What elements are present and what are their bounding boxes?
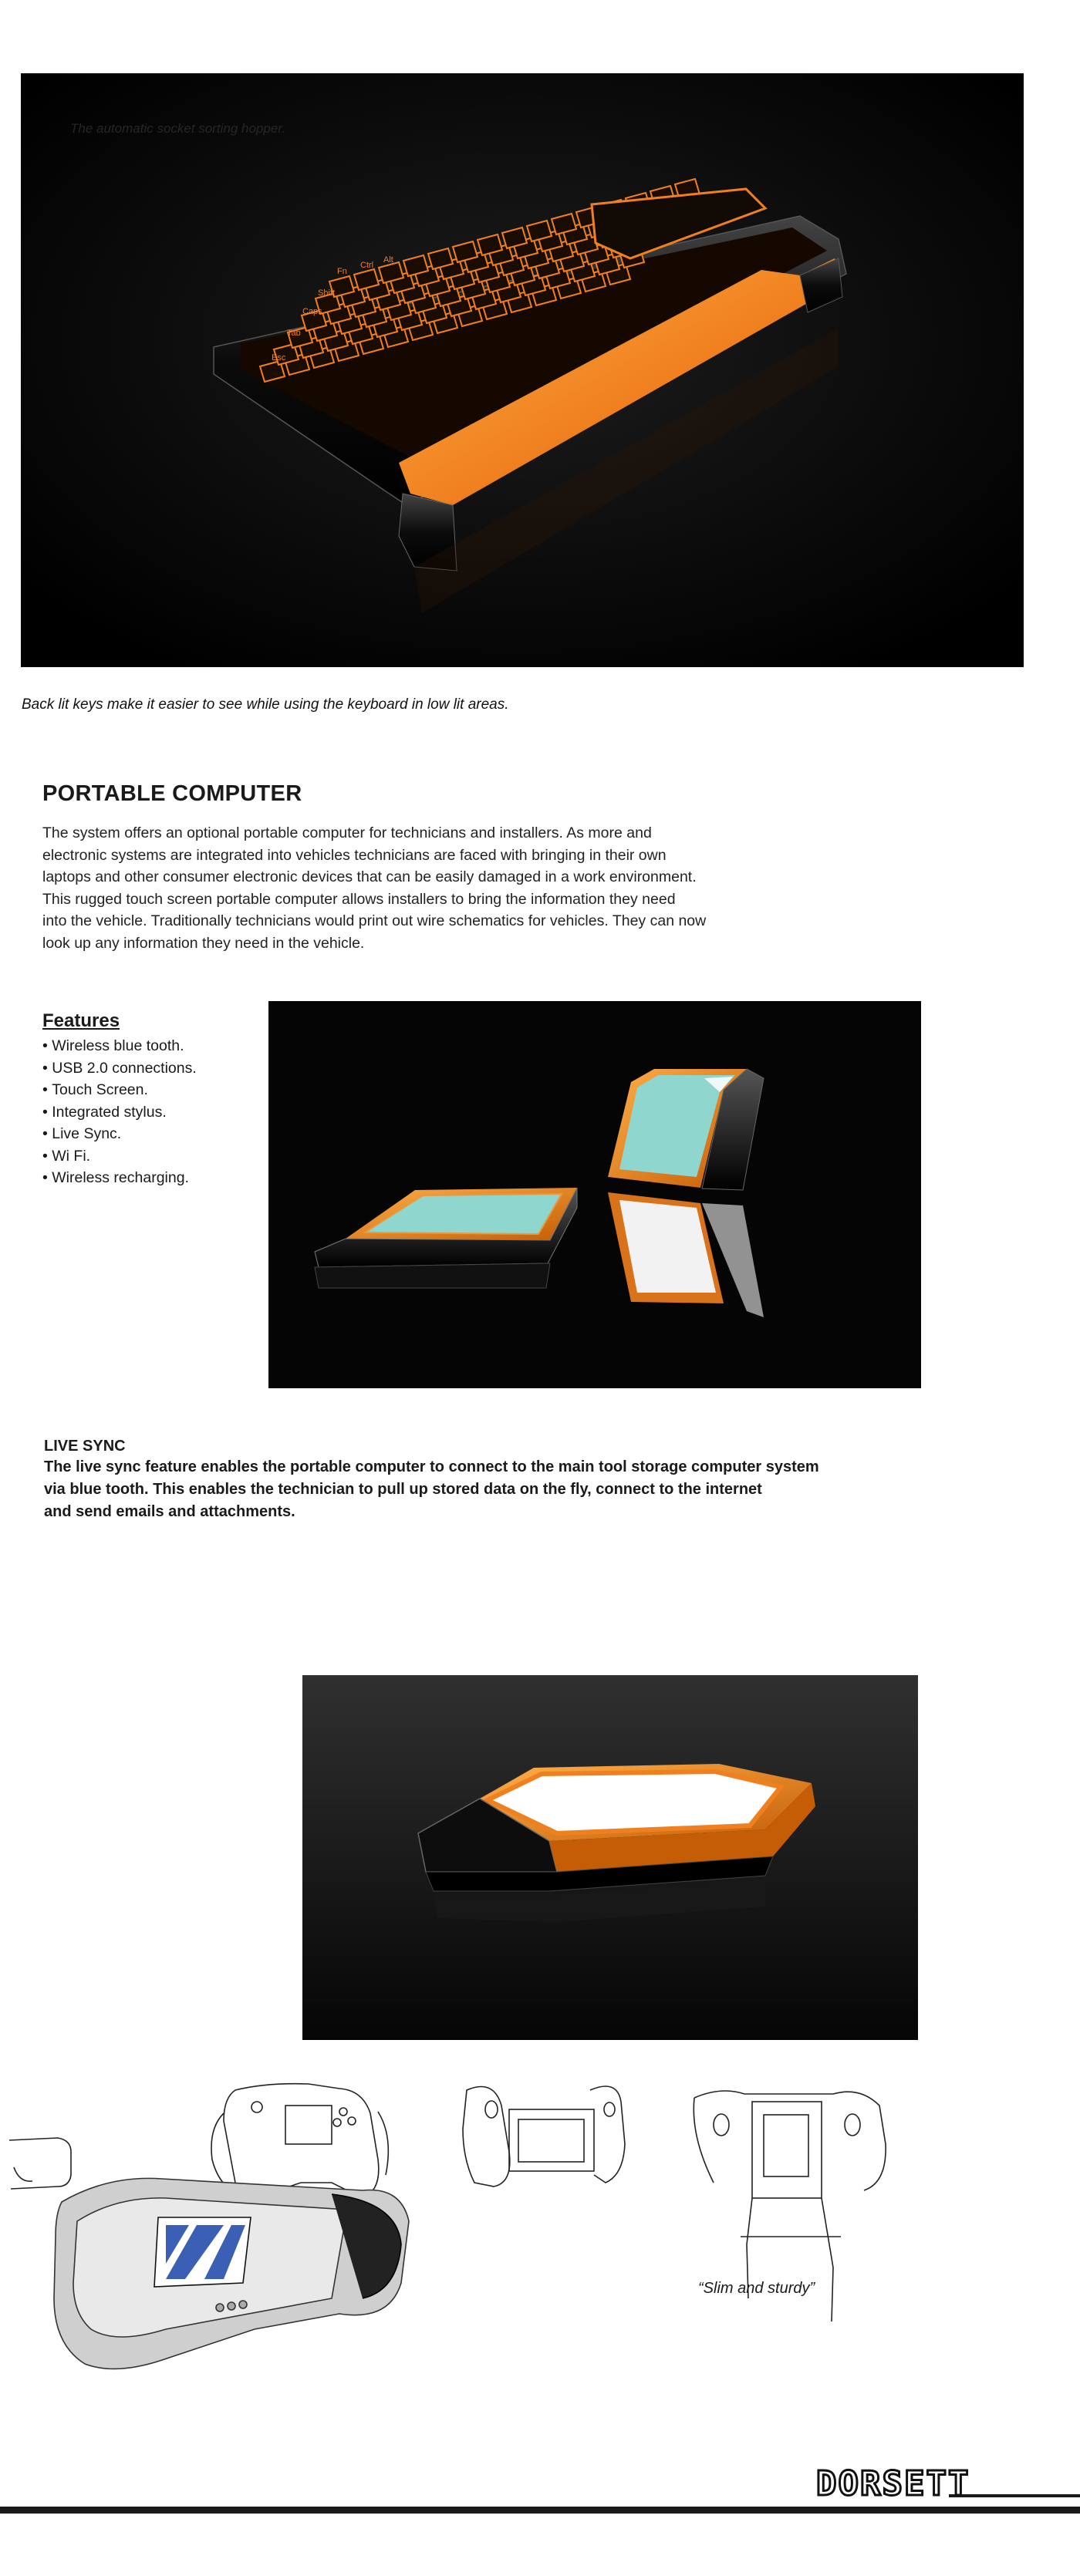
feature-item: • USB 2.0 connections. — [42, 1057, 197, 1080]
key-label: Shift — [318, 288, 336, 298]
keyboard-device-illustration — [21, 73, 1024, 667]
render-inner-caption: The automatic socket sorting hopper. — [70, 121, 286, 136]
live-sync-line: and send emails and attachments. — [44, 1503, 295, 1520]
live-sync-line: via blue tooth. This enables the technician to pull up stored data on the fly, connect to the internet — [44, 1481, 762, 1498]
dorsett-logo: DORSETT — [816, 2464, 970, 2504]
portable-computer-description — [42, 822, 783, 954]
sketch-gamepad-style — [211, 2084, 388, 2198]
closed-device-illustration — [302, 1675, 918, 2040]
key-label: Esc — [272, 353, 286, 362]
keyboard-render — [21, 73, 1024, 667]
sketch-side-grips — [463, 2086, 625, 2187]
footer-bar — [0, 2507, 1080, 2514]
key-label: Ctrl — [360, 261, 374, 270]
description-line: laptops and other consumer electronic devices that can be easily damaged in a work environment. — [42, 868, 697, 885]
feature-item: • Touch Screen. — [42, 1079, 197, 1101]
portable-devices-illustration — [268, 1001, 921, 1388]
description-line: This rugged touch screen portable computer allows installers to bring the information they need — [42, 890, 676, 908]
feature-item: • Wi Fi. — [42, 1145, 197, 1168]
key-label: Caps — [302, 307, 322, 316]
key-label: Fn — [337, 267, 347, 276]
sketch-caption: “Slim and sturdy” — [698, 2280, 815, 2297]
key-label: Tab — [287, 329, 301, 338]
features-list — [42, 1035, 197, 1189]
feature-item: • Wireless recharging. — [42, 1167, 197, 1189]
description-line: into the vehicle. Traditionally technicians would print out wire schematics for vehicles. They can now — [42, 912, 707, 929]
feature-item: • Integrated stylus. — [42, 1101, 197, 1124]
sketch-rendered-handheld — [54, 2178, 409, 2369]
section-title-live-sync: LIVE SYNC — [44, 1438, 126, 1455]
closed-device-render — [302, 1675, 918, 2040]
section-title-portable-computer: PORTABLE COMPUTER — [42, 781, 302, 806]
concept-sketches — [0, 2067, 1080, 2468]
key-label: Alt — [383, 255, 393, 265]
description-line: The system offers an optional portable computer for technicians and installers. As more and — [42, 824, 652, 841]
description-line: electronic systems are integrated into vehicles technicians are faced with bringing in their own — [42, 846, 667, 864]
live-sync-line: The live sync feature enables the portable computer to connect to the main tool storage computer system — [44, 1458, 819, 1475]
portable-devices-render — [268, 1001, 921, 1388]
feature-item: • Wireless blue tooth. — [42, 1035, 197, 1057]
keyboard-caption: Back lit keys make it easier to see while using the keyboard in low lit areas. — [22, 696, 509, 713]
feature-item: • Live Sync. — [42, 1123, 197, 1145]
live-sync-description — [44, 1456, 923, 1523]
features-title: Features — [42, 1010, 120, 1031]
description-line: look up any information they need in the vehicle. — [42, 934, 365, 952]
sketch-small-handheld — [9, 2138, 71, 2189]
